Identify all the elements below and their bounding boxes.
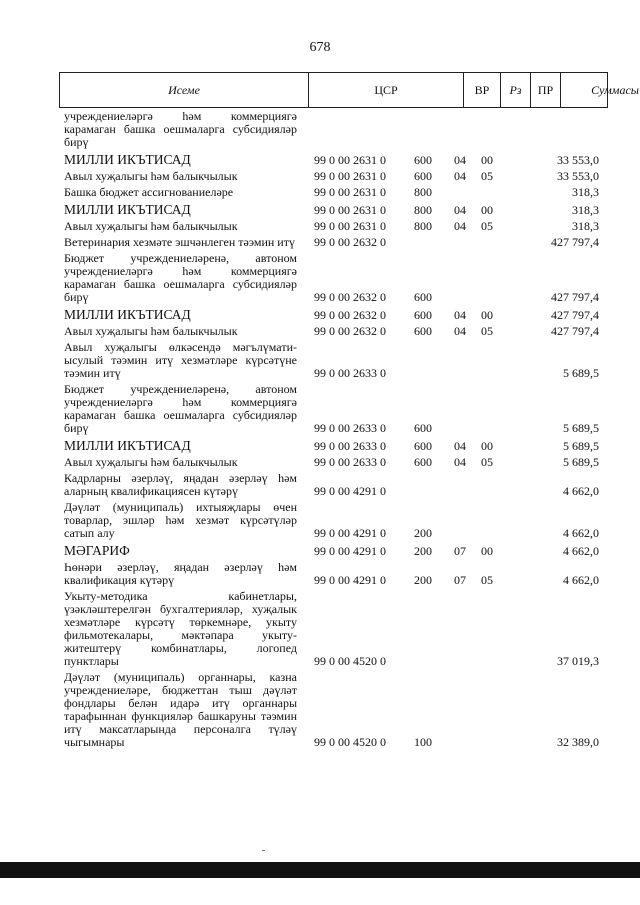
row-name: Ветеринария хезмәте эшчәнлеген тәэмин итү [64,235,295,249]
row-sum: 427 797,4 [551,235,599,249]
row-name: МӘГАРИФ [64,543,130,558]
table-row [0,219,640,235]
row-csr: 99 0 00 2633 0 [314,421,386,435]
page-number: 678 [309,40,331,55]
table-row [0,500,640,542]
row-pr: 05 [481,169,493,183]
table-row [0,455,640,471]
row-sum: 37 019,3 [557,654,599,668]
scan-speck [262,850,265,851]
table-row [0,235,640,251]
row-pr: 05 [481,573,493,587]
row-rz: 04 [454,455,466,469]
row-pr: 00 [481,308,493,322]
row-sum: 318,3 [572,185,599,199]
table-row [0,169,640,185]
row-pr: 00 [481,544,493,558]
row-sum: 33 553,0 [557,169,599,183]
row-name: Дәүләт (муниципаль) органнары, казна учреждениеләре, бюджеттан тыш дәүләт фондлары белән идарә итү органнары тарафыннан функцияләр башкаруны тәэмин итү максатларында персоналга түләү чыгымнары [64,670,297,749]
table-row [0,109,640,151]
row-csr: 99 0 00 4291 0 [314,484,386,498]
row-sum: 427 797,4 [551,308,599,322]
row-name: Авыл хуҗалыгы һәм балыкчылык [64,169,238,183]
row-name: Бюджет учреждениеләренә, автоном учреждениеләргә һәм коммерциягә карамаган башка оешмаларга субсидияләр бирү [64,382,297,435]
table-row [0,324,640,340]
row-pr: 00 [481,439,493,453]
table-row [0,201,640,219]
row-name: Бюджет учреждениеләренә, автоном учреждениеләргә һәм коммерциягә карамаган башка оешмаларга субсидияләр бирү [64,251,297,304]
row-vr: 800 [414,203,432,217]
table-row [0,471,640,500]
table-row [0,437,640,455]
row-csr: 99 0 00 4520 0 [314,735,386,749]
row-name: МИЛЛИ ИКЪТИСАД [64,438,191,453]
row-rz: 07 [454,573,466,587]
row-csr: 99 0 00 2631 0 [314,219,386,233]
header-csr: ЦСР [309,73,464,107]
table-row [0,382,640,437]
row-name: Авыл хуҗалыгы һәм балыкчылык [64,324,238,338]
row-rz: 04 [454,169,466,183]
row-sum: 5 689,5 [563,366,599,380]
row-rz: 04 [454,203,466,217]
row-sum: 318,3 [572,203,599,217]
row-name: Башка бюджет ассигнованиеләре [64,185,234,199]
row-name: Дәүләт (муниципаль) ихтыяҗлары өчен товарлар, эшләр һәм хезмәт күрсәтүләр сатып алу [64,500,297,540]
row-csr: 99 0 00 2631 0 [314,153,386,167]
row-csr: 99 0 00 2632 0 [314,235,386,249]
row-csr: 99 0 00 4291 0 [314,544,386,558]
table-row [0,560,640,589]
row-name: Һөнәри әзерләү, яңадан әзерләү һәм квалификация күтәрү [64,560,297,587]
row-vr: 100 [414,735,432,749]
header-sum: Суммасы [591,82,639,97]
row-vr: 800 [414,219,432,233]
table-row [0,306,640,324]
row-rz: 07 [454,544,466,558]
row-vr: 600 [414,439,432,453]
table-row [0,151,640,169]
row-vr: 600 [414,421,432,435]
row-pr: 00 [481,203,493,217]
row-sum: 318,3 [572,219,599,233]
row-name: Авыл хуҗалыгы һәм балыкчылык [64,455,238,469]
row-rz: 04 [454,324,466,338]
row-sum: 427 797,4 [551,290,599,304]
header-rz: Рз [501,73,531,107]
table-row [0,670,640,751]
row-pr: 05 [481,324,493,338]
row-vr: 600 [414,308,432,322]
row-rz: 04 [454,219,466,233]
row-csr: 99 0 00 2632 0 [314,290,386,304]
row-csr: 99 0 00 2633 0 [314,366,386,380]
row-name: Авыл хуҗалыгы өлкәсендә мәгълүмати-ысулый тәэмин итү хезмәтләре күрсәтүне тәэмин итү [64,340,297,380]
row-name: МИЛЛИ ИКЪТИСАД [64,307,191,322]
row-sum: 5 689,5 [563,439,599,453]
row-vr: 600 [414,169,432,183]
row-pr: 00 [481,153,493,167]
row-csr: 99 0 00 2631 0 [314,185,386,199]
row-vr: 200 [414,573,432,587]
row-csr: 99 0 00 4520 0 [314,654,386,668]
row-name: Кадрларны әзерләү, яңадан әзерләү һәм аларның квалификациясен күтәрү [64,471,297,498]
header-pr: ПР [531,73,561,107]
row-csr: 99 0 00 4291 0 [314,573,386,587]
row-csr: 99 0 00 4291 0 [314,526,386,540]
table-row [0,542,640,560]
table-body [0,109,640,751]
header-name: Исеме [60,73,309,107]
table-row [0,340,640,382]
row-rz: 04 [454,308,466,322]
header-vr: ВР [464,73,501,107]
row-vr: 600 [414,455,432,469]
table-row [0,185,640,201]
row-sum: 4 662,0 [563,544,599,558]
table-header [59,72,639,108]
row-sum: 4 662,0 [563,526,599,540]
row-vr: 200 [414,526,432,540]
table-row [0,251,640,306]
scan-bottom-border [0,862,640,878]
row-name: Укыту-методика кабинетлары, үзәкләштерелгән бухгалтерияләр, хуҗалык хезмәтләре күрсәтү төркемнәре, укыту фильмотекалары, мәктәпара укыту-житештерү комбинатлары, логопед пунктлары [64,589,297,668]
row-pr: 05 [481,219,493,233]
row-name: Авыл хуҗалыгы һәм балыкчылык [64,219,238,233]
row-vr: 600 [414,290,432,304]
row-vr: 200 [414,544,432,558]
row-sum: 4 662,0 [563,484,599,498]
row-sum: 4 662,0 [563,573,599,587]
row-rz: 04 [454,439,466,453]
row-vr: 800 [414,185,432,199]
row-name: МИЛЛИ ИКЪТИСАД [64,152,191,167]
row-sum: 33 553,0 [557,153,599,167]
row-csr: 99 0 00 2631 0 [314,203,386,217]
row-vr: 600 [414,324,432,338]
row-rz: 04 [454,153,466,167]
row-csr: 99 0 00 2632 0 [314,324,386,338]
row-name: МИЛЛИ ИКЪТИСАД [64,202,191,217]
row-sum: 32 389,0 [557,735,599,749]
row-csr: 99 0 00 2633 0 [314,439,386,453]
row-csr: 99 0 00 2631 0 [314,169,386,183]
row-sum: 5 689,5 [563,455,599,469]
row-vr: 600 [414,153,432,167]
row-pr: 05 [481,455,493,469]
row-csr: 99 0 00 2632 0 [314,308,386,322]
row-sum: 5 689,5 [563,421,599,435]
row-sum: 427 797,4 [551,324,599,338]
table-row [0,589,640,670]
row-name: учреждениеләргә һәм коммерциягә карамаган башка оешмаларга субсидияләр бирү [64,109,297,149]
row-csr: 99 0 00 2633 0 [314,455,386,469]
